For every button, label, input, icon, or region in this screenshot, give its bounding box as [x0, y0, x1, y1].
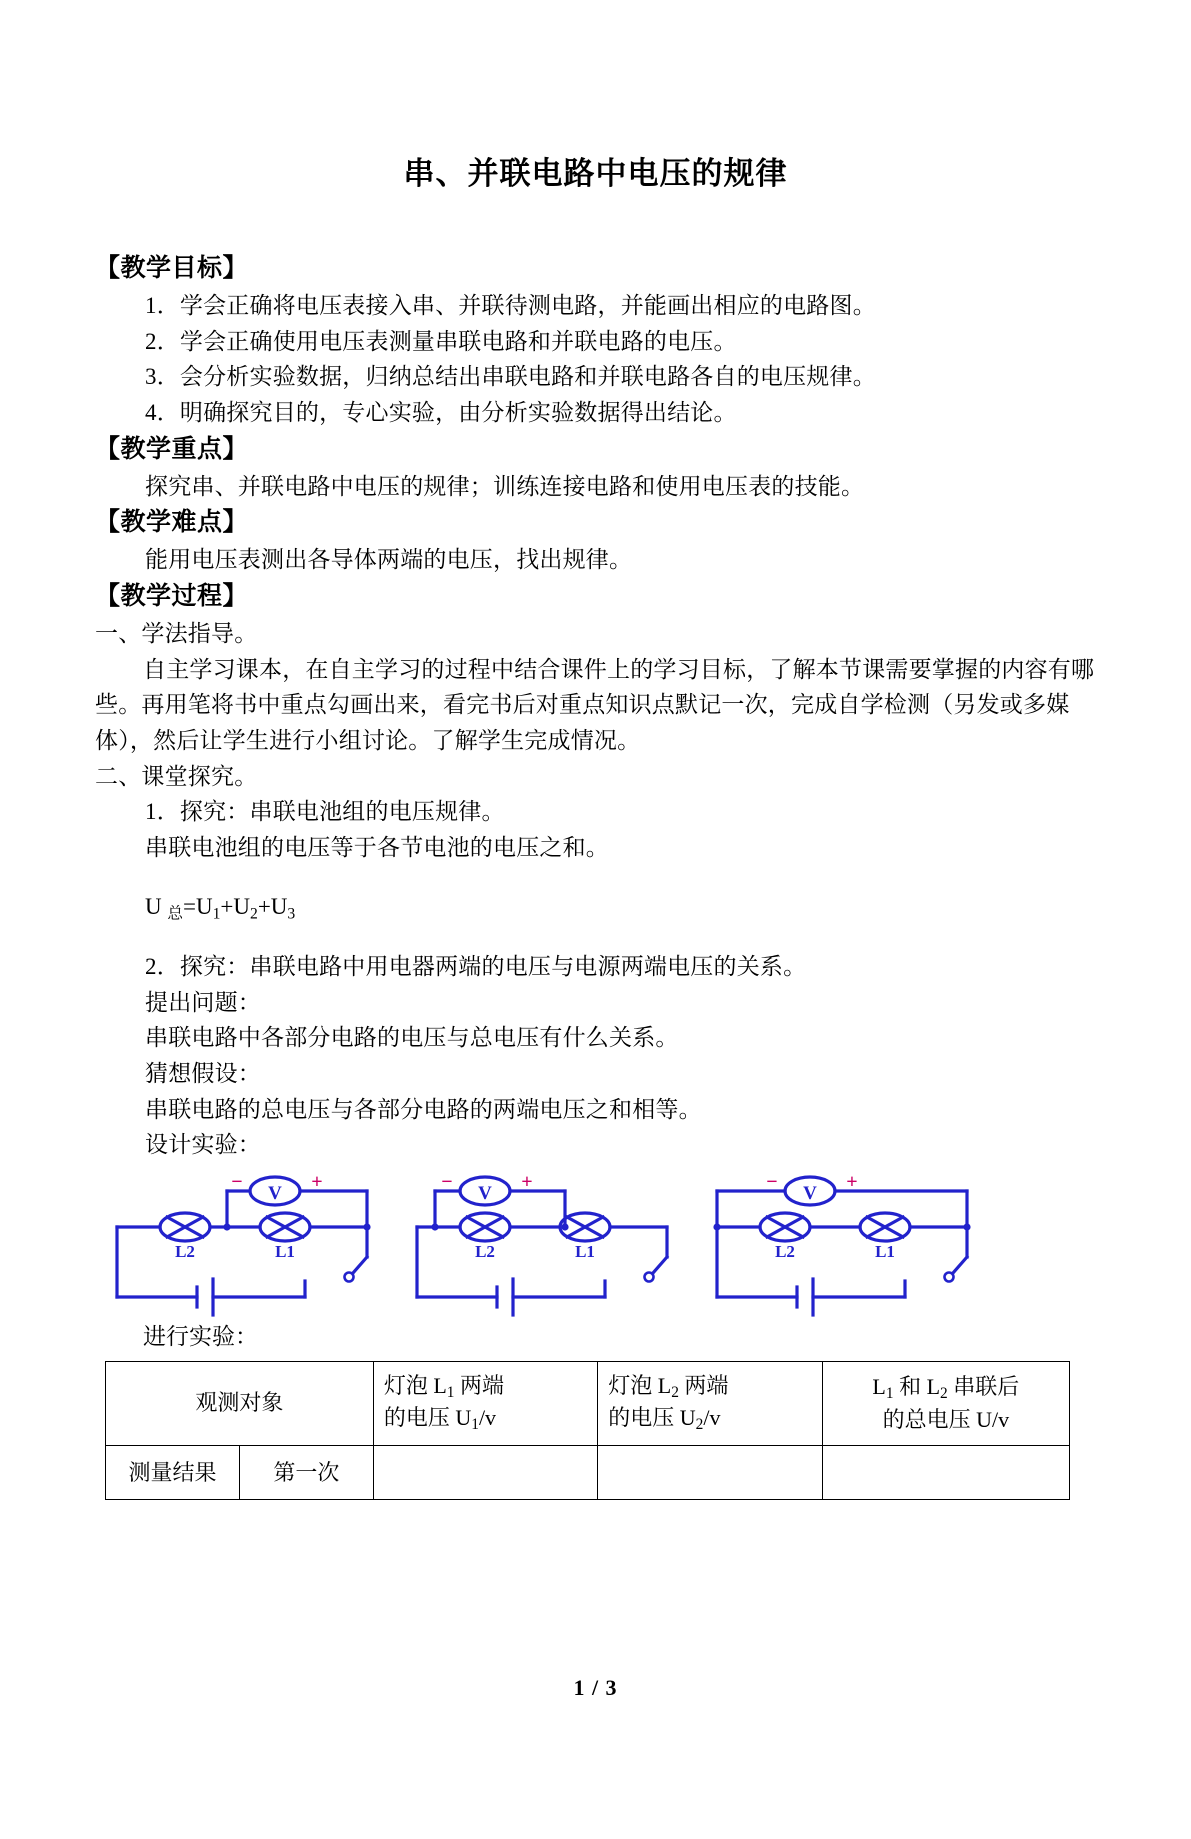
- formula-sub-3: 3: [287, 904, 296, 922]
- voltmeter-minus-terminal-1: −: [231, 1170, 243, 1193]
- objective-item-2: 2．学会正确使用电压表测量串联电路和并联电路的电压。: [145, 328, 737, 354]
- circuit-diagram-2: [405, 1169, 705, 1319]
- cell-u1-value[interactable]: [373, 1445, 597, 1499]
- table-header-total-voltage: [822, 1361, 1069, 1445]
- header-col2-line2: 的电压 U: [383, 1405, 472, 1431]
- voltmeter-minus-terminal-3: −: [766, 1170, 778, 1193]
- formula-plus-2: +U: [257, 893, 288, 919]
- voltmeter-label-2: V: [478, 1182, 492, 1204]
- question-text: 串联电路中各部分电路的电压与总电压有什么关系。: [145, 1025, 679, 1051]
- document-page: [0, 155, 1191, 1839]
- question-label: 提出问题：: [145, 989, 261, 1015]
- table-header-observation-object: [106, 1361, 374, 1445]
- section-heading-process: 【教学过程】: [95, 583, 249, 611]
- objective-item-1: 1．学会正确将电压表接入串、并联待测电路，并能画出相应的电路图。: [145, 293, 876, 319]
- header-col4-line1b: 和 L: [893, 1374, 941, 1400]
- formula-equals: =U: [183, 893, 213, 919]
- voltmeter-label-1: V: [268, 1182, 282, 1204]
- process-part-one-paragraph: 自主学习课本，在自主学习的过程中结合课件上的学习目标，了解本节课需要掌握的内容有哪些。再用笔将书中重点勾画出来，看完书后对重点知识点默记一次，完成自学检测（另发或多媒体），然后让学生进行小组讨论。了解学生完成情况。: [95, 656, 1095, 753]
- header-col3-line1: 灯泡 L: [608, 1372, 672, 1398]
- formula-plus-1: +U: [220, 893, 250, 919]
- voltmeter-plus-terminal-2: +: [521, 1170, 533, 1193]
- lamp-label-l2-3: L2: [775, 1241, 795, 1261]
- section-heading-key-points: 【教学重点】: [95, 435, 249, 463]
- circuit-diagram-1: [105, 1169, 405, 1319]
- voltmeter-plus-terminal-1: +: [311, 1170, 323, 1193]
- table-header-lamp-l2-voltage: [598, 1361, 822, 1445]
- voltmeter-label-3: V: [803, 1182, 817, 1204]
- circuit-diagram-3: [705, 1169, 1005, 1319]
- cell-u2-value[interactable]: [598, 1445, 822, 1499]
- header-col3-sub1: 2: [671, 1383, 679, 1401]
- voltmeter-plus-terminal-3: +: [846, 1170, 858, 1193]
- voltmeter-minus-terminal-2: −: [441, 1170, 453, 1193]
- formula-sub-1: 1: [212, 904, 221, 922]
- table-header-row: [106, 1361, 1070, 1445]
- header-col4-line1a: L: [872, 1374, 886, 1400]
- section-heading-difficulties: 【教学难点】: [95, 509, 249, 537]
- table-row: [106, 1445, 1070, 1499]
- lamp-label-l2-2: L2: [475, 1241, 495, 1261]
- header-col2-line1b: 两端: [454, 1372, 505, 1398]
- table-header-lamp-l1-voltage: [373, 1361, 597, 1445]
- voltage-sum-formula: [95, 889, 1096, 927]
- header-col3-line1b: 两端: [678, 1372, 729, 1398]
- hypothesis-text: 串联电路的总电压与各部分电路的两端电压之和相等。: [145, 1096, 702, 1122]
- section-heading-objectives: 【教学目标】: [95, 255, 249, 283]
- header-col4-sub2: 2: [940, 1384, 948, 1402]
- page-footer: 1 / 3: [573, 1675, 618, 1700]
- explore-1-title: 1．探究：串联电池组的电压规律。: [145, 799, 505, 825]
- explore-2-title: 2．探究：串联电路中用电器两端的电压与电源两端电压的关系。: [145, 954, 807, 980]
- hypothesis-label: 猜想假设：: [145, 1061, 261, 1087]
- cell-total-u-value[interactable]: [822, 1445, 1069, 1499]
- formula-u: U: [145, 893, 162, 919]
- perform-experiment-label: 进行实验：: [143, 1323, 258, 1349]
- measurement-table: [105, 1361, 1070, 1500]
- circuit-diagram-group: [105, 1169, 1096, 1319]
- header-col4-line1c: 串联后: [947, 1374, 1020, 1400]
- header-col1-text: 观测对象: [195, 1390, 284, 1416]
- title-spacer: [95, 192, 1096, 250]
- header-col3-line2: 的电压 U: [608, 1405, 696, 1431]
- design-experiment-label: 设计实验：: [145, 1132, 261, 1158]
- header-col2-line1: 灯泡 L: [383, 1372, 447, 1398]
- lamp-label-l1-2: L1: [575, 1241, 595, 1261]
- process-part-one-title: 一、学法指导。: [95, 621, 258, 647]
- row-label-measurement-result: 测量结果: [106, 1445, 240, 1499]
- objective-item-4: 4．明确探究目的，专心实验，由分析实验数据得出结论。: [145, 400, 737, 426]
- header-col4-line2: 的总电压 U/v: [882, 1406, 1010, 1432]
- lamp-label-l2-1: L2: [175, 1241, 195, 1261]
- process-part-two-title: 二、课堂探究。: [95, 763, 258, 789]
- key-points-text: 探究串、并联电路中电压的规律；训练连接电路和使用电压表的技能。: [145, 473, 865, 499]
- header-col3-sub2: 2: [695, 1416, 704, 1434]
- lamp-label-l1-3: L1: [875, 1241, 895, 1261]
- difficulties-text: 能用电压表测出各导体两端的电压，找出规律。: [145, 547, 633, 573]
- formula-total-subscript: 总: [167, 904, 183, 922]
- header-col2-sub2: 1: [471, 1416, 479, 1434]
- header-col4-sub1: 1: [885, 1384, 894, 1402]
- header-col3-line2b: /v: [703, 1405, 721, 1431]
- objective-item-3: 3．会分析实验数据，归纳总结出串联电路和并联电路各自的电压规律。: [145, 364, 876, 390]
- header-col2-sub1: 1: [446, 1383, 455, 1401]
- header-col2-line2b: /v: [478, 1405, 497, 1431]
- lamp-label-l1-1: L1: [275, 1241, 295, 1261]
- explore-1-text: 串联电池组的电压等于各节电池的电压之和。: [145, 834, 609, 860]
- page-title: 串、并联电路中电压的规律: [403, 156, 788, 191]
- row-sublabel-first-time: 第一次: [239, 1445, 373, 1499]
- formula-sub-2: 2: [250, 904, 258, 922]
